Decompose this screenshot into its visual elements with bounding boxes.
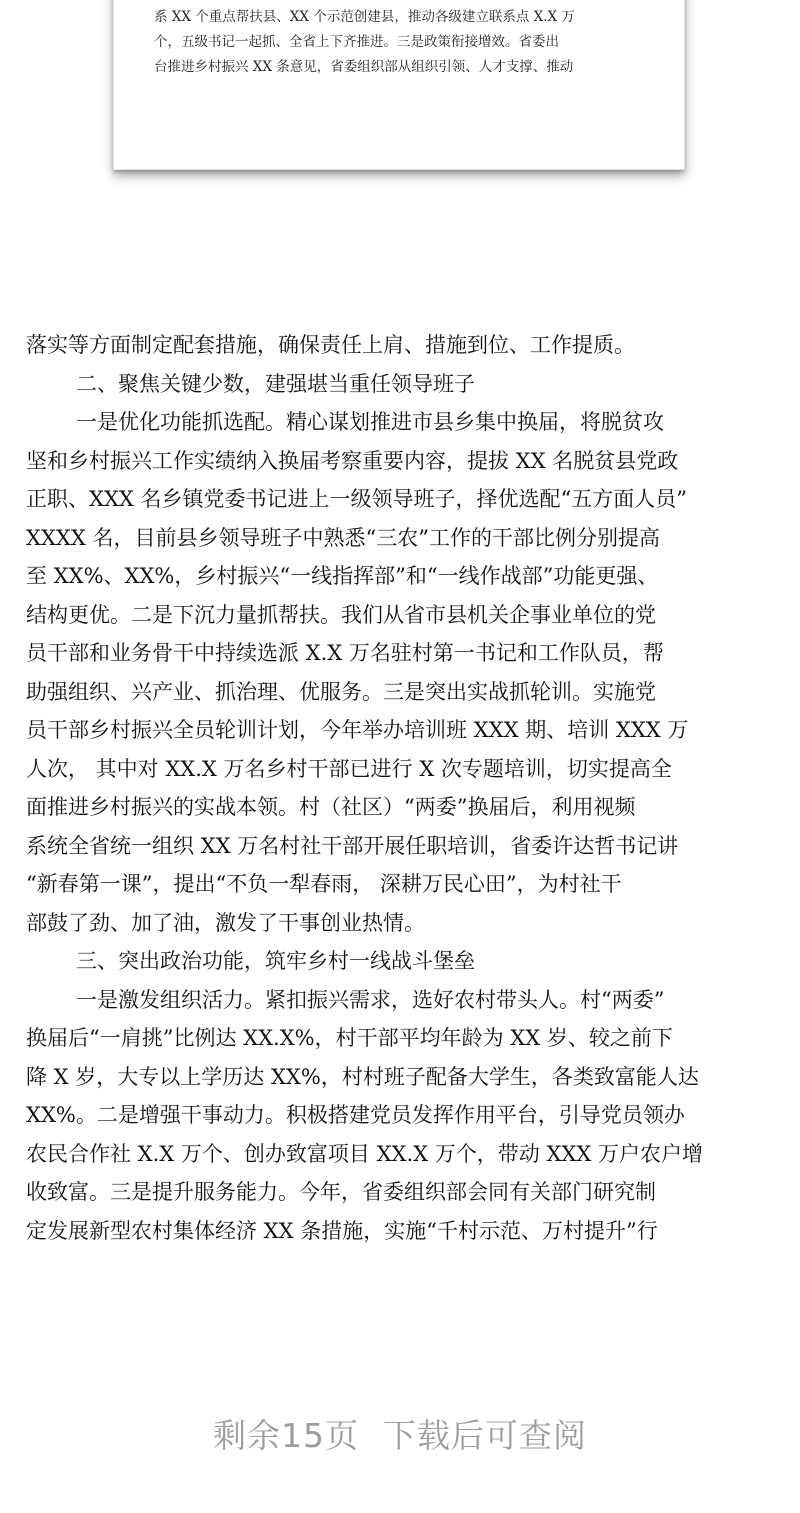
body-line: 降 X 岁，大专以上学历达 XX%，村村班子配备大学生，各类致富能人达 — [26, 1064, 699, 1089]
download-to-view-label: 下载后可查阅 — [383, 1416, 587, 1455]
body-line: 收致富。三是提升服务能力。今年，省委组织部会同有关部门研究制 — [26, 1180, 656, 1204]
body-line: XX%。二是增强干事动力。积极搭建党员发挥作用平台，引导党员领办 — [26, 1103, 685, 1127]
body-line: 至 XX%、XX%，乡村振兴“一线指挥部”和“一线作战部”功能更强、 — [26, 564, 659, 588]
preview-line: 个，五级书记一起抓、全省上下齐推进。三是政策衔接增效。省委出 — [154, 34, 559, 50]
body-line: 部鼓了劲、加了油，激发了干事创业热情。 — [26, 910, 425, 935]
body-line: XXXX 名，目前县乡领导班子中熟悉“三农”工作的干部比例分别提高 — [26, 525, 660, 550]
body-line: 定发展新型农村集体经济 XX 条措施，实施“千村示范、万村提升”行 — [26, 1218, 658, 1243]
preview-page-card — [113, 0, 685, 170]
body-line: 落实等方面制定配套措施，确保责任上肩、措施到位、工作提质。 — [26, 333, 635, 357]
body-line: 一是激发组织活力。紧扣振兴需求，选好农村带头人。村“两委” — [76, 987, 665, 1012]
body-line: 面推进乡村振兴的实战本领。村（社区）“两委”换届后，利用视频 — [26, 795, 636, 819]
body-line: 二、聚焦关键少数，建强堪当重任领导班子 — [76, 371, 475, 396]
document-body — [26, 326, 778, 1250]
body-line: 换届后“一肩挑”比例达 XX.X%，村干部平均年龄为 XX 岁、较之前下 — [26, 1026, 673, 1050]
body-line: 正职、XXX 名乡镇党委书记进上一级领导班子，择优选配“五方面人员” — [26, 487, 687, 511]
preview-line: 台推进乡村振兴 XX 条意见，省委组织部从组织引领、人才支撑、推动 — [154, 59, 574, 75]
body-line: 员干部乡村振兴全员轮训计划，今年举办培训班 XXX 期、培训 XXX 万 — [26, 718, 689, 742]
preview-line: 系 XX 个重点帮扶县、XX 个示范创建县，推动各级建立联系点 X.X 万 — [154, 9, 575, 25]
body-line: 三、突出政治功能，筑牢乡村一线战斗堡垒 — [76, 949, 475, 973]
body-line: 员干部和业务骨干中持续选派 X.X 万名驻村第一书记和工作队员，帮 — [26, 641, 664, 665]
body-line: 助强组织、兴产业、抓治理、优服务。三是突出实战抓轮训。实施党 — [26, 679, 656, 704]
remaining-pages-label: 剩余15页 — [213, 1416, 359, 1455]
body-line: “新春第一课”，提出“不负一犁春雨， 深耕万民心田”，为村社干 — [26, 872, 622, 896]
preview-card-text — [154, 5, 646, 80]
download-prompt[interactable] — [0, 1410, 800, 1457]
body-line: 结构更优。二是下沉力量抓帮扶。我们从省市县机关企事业单位的党 — [26, 602, 656, 627]
body-line: 人次， 其中对 XX.X 万名乡村干部已进行 X 次专题培训，切实提高全 — [26, 756, 672, 781]
body-line: 坚和乡村振兴工作实绩纳入换届考察重要内容，提拔 XX 名脱贫县党政 — [26, 448, 679, 473]
body-line: 系统全省统一组织 XX 万名村社干部开展任职培训，省委许达哲书记讲 — [26, 833, 679, 858]
body-line: 农民合作社 X.X 万个、创办致富项目 XX.X 万个，带动 XXX 万户农户增 — [26, 1141, 704, 1166]
body-line: 一是优化功能抓选配。精心谋划推进市县乡集中换届，将脱贫攻 — [76, 410, 664, 434]
